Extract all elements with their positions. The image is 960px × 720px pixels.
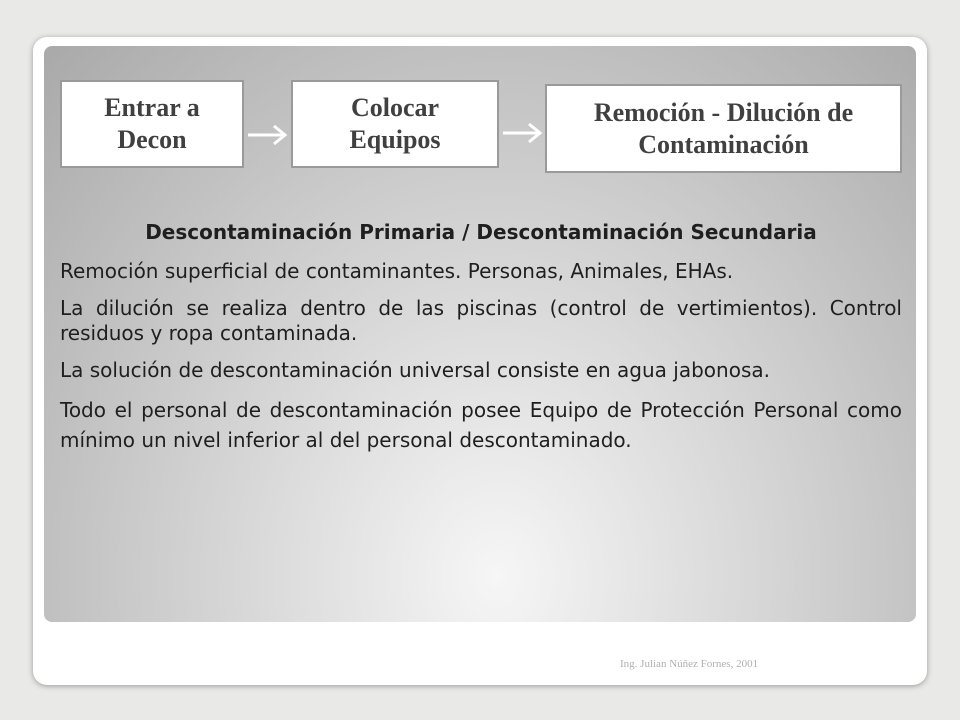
- flow-step-label: Colocar Equipos: [349, 93, 441, 154]
- arrow-right-icon: [246, 122, 290, 148]
- paragraph: Remoción superficial de contaminantes. Personas, Animales, EHAs.: [60, 259, 734, 283]
- flow-step-enter-decon: [60, 80, 244, 168]
- flow-step-label: Entrar a Decon: [104, 93, 200, 154]
- flow-step-removal-dilution: [545, 84, 902, 173]
- flow-step-place-equipment: [291, 80, 499, 168]
- slide-body: [60, 220, 902, 467]
- paragraph: Todo el personal de descontaminación posee Equipo de Protección Personal como mínimo un nivel inferior al del personal descontaminado.: [60, 398, 902, 452]
- flow-step-label: Remoción - Dilución de Contaminación: [593, 97, 854, 159]
- paragraph: La dilución se realiza dentro de las piscinas (control de vertimientos). Control residuos y ropa contaminada.: [60, 296, 902, 345]
- footer-author: Ing. Julian Núñez Fornes, 2001: [620, 658, 759, 670]
- paragraph: La solución de descontaminación universal consiste en agua jabonosa.: [60, 358, 770, 382]
- section-heading: Descontaminación Primaria / Descontaminación Secundaria: [145, 220, 817, 244]
- arrow-right-icon: [501, 120, 545, 146]
